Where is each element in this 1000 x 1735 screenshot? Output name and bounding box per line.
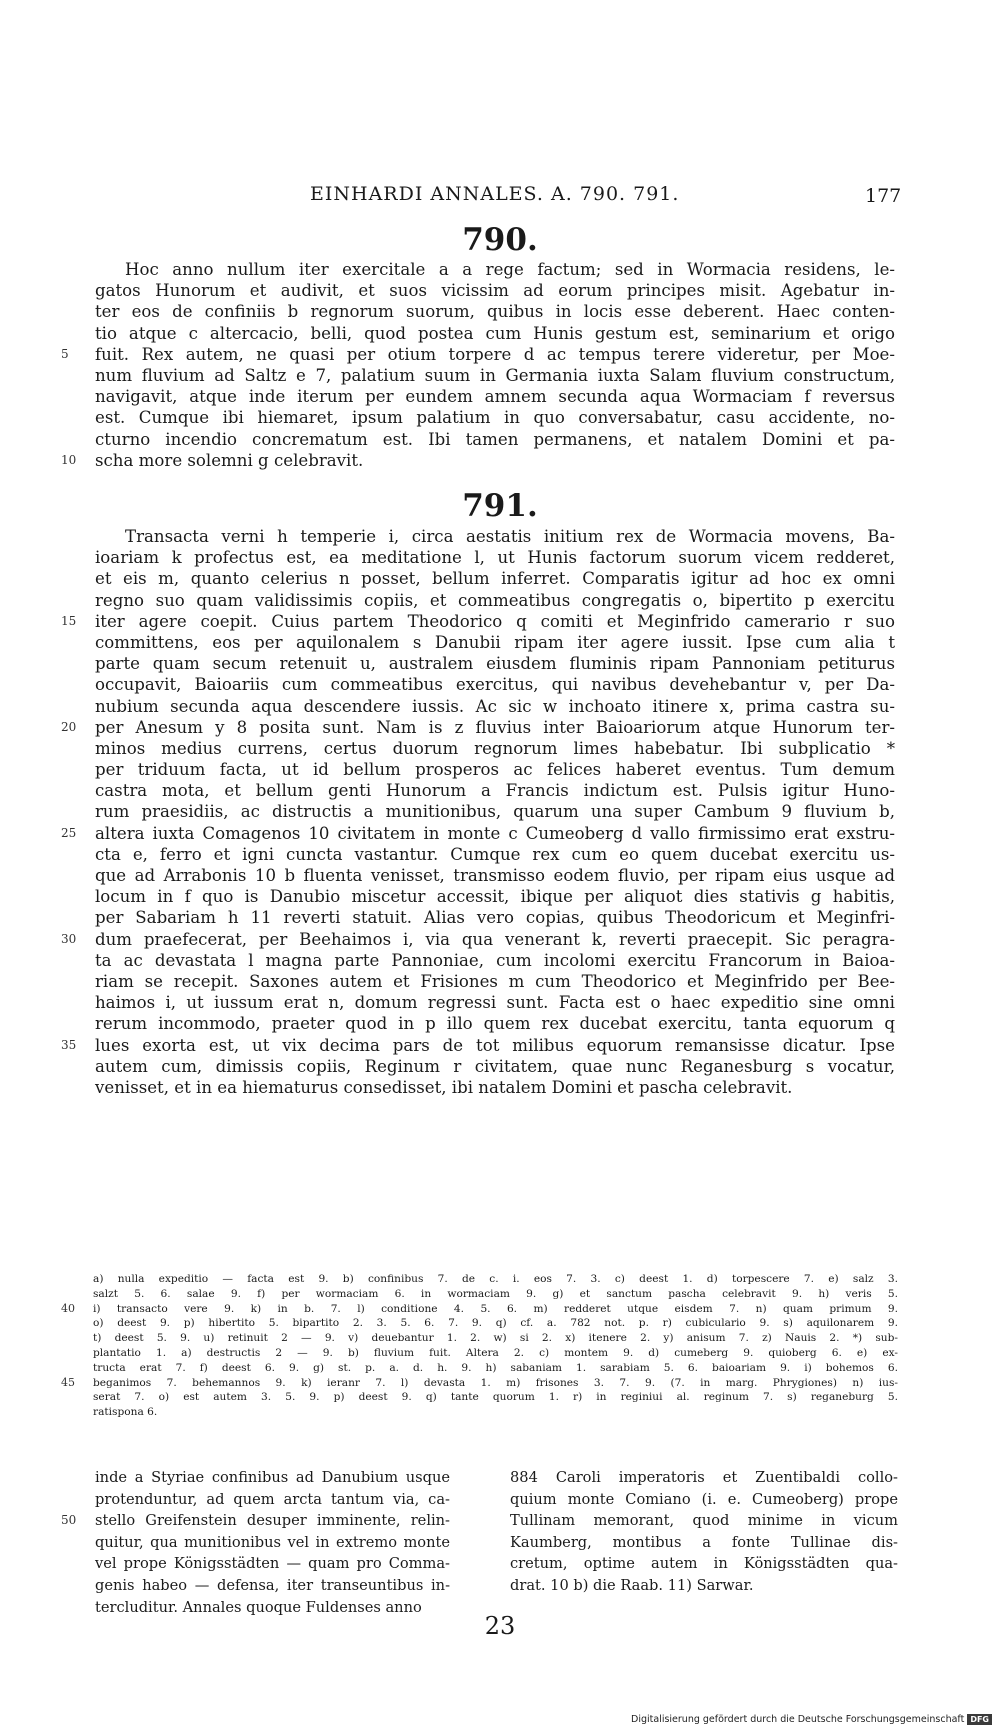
text-line <box>95 844 895 865</box>
line-text: per triduum facta, ut id bellum prosperos ac felices haberet eventus. Tum demum <box>95 760 895 780</box>
line-text: o) deest 9. p) hibertito 5. bipartito 2. 3. 5. 6. 7. 9. q) cf. a. 782 not. p. r) cubiculario 9. s) aquilonarem 9. <box>93 1317 898 1330</box>
line-text: est. Cumque ibi hiemaret, ipsum palatium in quo conversabatur, casu accidente, no- <box>95 408 895 428</box>
text-line <box>61 1301 898 1317</box>
text-line <box>95 1013 895 1034</box>
line-text: Kaumberg, montibus a fonte Tullinae dis- <box>510 1533 898 1551</box>
text-line <box>95 971 895 992</box>
line-text: fuit. Rex autem, ne quasi per otium torpere d ac tempus terere videretur, per Moe- <box>95 344 895 364</box>
line-text: lues exorta est, ut vix decima pars de tot milibus equorum remansisse dicatur. Ipse <box>95 1035 895 1055</box>
commentary-left-column <box>61 1467 450 1618</box>
line-text: serat 7. o) est autem 3. 5. 9. p) deest 9. q) tante quorum 1. r) in reginiui al. reginum 7. s) reganeburg 5. <box>93 1391 898 1404</box>
page-number: 177 <box>865 185 902 207</box>
line-text: ta ac devastata l magna parte Pannoniae, cum incolomi exercitu Francorum in Baioa- <box>95 950 895 970</box>
line-text: protenduntur, ad quem arcta tantum via, ca- <box>95 1490 450 1508</box>
text-line <box>93 1361 898 1376</box>
line-text: tructa erat 7. f) deest 6. 9. g) st. p. a. d. h. 9. h) sabaniam 1. sarabiam 5. 6. baioariam 9. i) bohemos 6. <box>93 1361 898 1374</box>
line-text: tercluditur. Annales quoque Fuldenses anno <box>95 1598 422 1616</box>
line-text: locum in f quo is Danubio miscetur accessit, ibique per aliquot dies stativis g habitis, <box>95 887 895 907</box>
line-text: per Sabariam h 11 reverti statuit. Alias vero copias, quibus Theodoricum et Meginfri- <box>95 908 895 928</box>
line-number: 15 <box>61 613 77 628</box>
text-line <box>95 1467 450 1489</box>
line-text: haimos i, ut iussum erat n, domum regressi sunt. Facta est o haec expeditio sine omni <box>95 993 895 1013</box>
footnotes <box>61 1272 898 1420</box>
line-text: num fluvium ad Saltz e 7, palatium suum in Germania iuxta Salam fluvium constructum, <box>95 365 895 385</box>
line-text: i) transacto vere 9. k) in b. 7. l) conditione 4. 5. 6. m) redderet utque eisdem 7. n) quam primum 9. <box>93 1302 898 1315</box>
line-text: rum praesidiis, ac distructis a munitionibus, quarum una super Cambum 9 fluvium b, <box>95 802 895 822</box>
text-line <box>95 801 895 822</box>
text-line <box>95 696 895 717</box>
line-text: per Anesum y 8 posita sunt. Nam is z fluvius inter Baioariorum atque Hunorum ter- <box>95 717 895 737</box>
text-line <box>95 526 895 547</box>
text-line <box>95 865 895 886</box>
text-line <box>510 1553 898 1575</box>
line-text: cturno incendio concrematum est. Ibi tamen permanens, et natalem Domini et pa- <box>95 429 895 449</box>
text-line <box>95 429 895 450</box>
text-line <box>95 407 895 428</box>
line-text: nubium secunda aqua descendere iussis. Ac sic w inchoato itinere x, prima castra su- <box>95 696 895 716</box>
text-line <box>510 1532 898 1554</box>
line-text: venisset, et in ea hiematurus consedisset, ibi natalem Domini et pascha celebravit. <box>95 1077 793 1097</box>
text-line <box>93 1331 898 1346</box>
line-text: riam se recepit. Saxones autem et Frisiones m cum Theodorico et Meginfrido per Bee- <box>95 971 895 991</box>
text-line <box>93 1405 898 1420</box>
text-line <box>93 1272 898 1287</box>
text-line <box>93 1346 898 1361</box>
text-line <box>95 674 895 695</box>
line-text: ratispona 6. <box>93 1406 158 1419</box>
text-line <box>95 1489 450 1511</box>
text-line <box>61 1375 898 1391</box>
text-line <box>95 886 895 907</box>
text-line <box>61 450 895 471</box>
line-text: cta e, ferro et igni cuncta vastantur. Cumque rex cum eo quem ducebat exercitu us- <box>95 844 895 864</box>
line-number: 10 <box>61 452 77 467</box>
line-text: ioariam k profectus est, ea meditatione l, ut Hunis factorum suorum vicem redderet, <box>95 548 895 568</box>
line-text: dum praefecerat, per Beehaimos i, via qua venerant k, reverti praecepit. Sic peragra- <box>95 929 895 949</box>
text-line <box>510 1467 898 1489</box>
text-line <box>510 1489 898 1511</box>
text-line <box>95 653 895 674</box>
line-text: Transacta verni h temperie i, circa aestatis initium rex de Wormacia movens, Ba- <box>125 527 895 546</box>
text-line <box>95 323 895 344</box>
line-text: a) nulla expeditio — facta est 9. b) confinibus 7. de c. i. eos 7. 3. c) deest 1. d) torpescere 7. e) salz 3. <box>93 1273 898 1285</box>
text-line <box>95 1553 450 1575</box>
line-text: minos medius currens, certus duorum regnorum limes habebatur. Ibi subplicatio * <box>95 738 895 758</box>
text-line <box>93 1390 898 1405</box>
line-text: cretum, optime autem in Königsstädten qua- <box>510 1555 898 1573</box>
text-line <box>95 1532 450 1554</box>
text-line <box>95 780 895 801</box>
line-text: genis habeo — defensa, iter transeuntibus in- <box>95 1576 450 1594</box>
entry-791-text <box>61 526 895 1098</box>
text-line <box>95 568 895 589</box>
text-line <box>61 344 895 365</box>
line-number: 35 <box>61 1037 77 1052</box>
line-text: plantatio 1. a) destructis 2 — 9. b) fluvium fuit. Altera 2. c) montem 9. d) cumeberg 9. quioberg 6. e) ex- <box>93 1346 898 1359</box>
line-text: beganimos 7. behemannos 9. k) ieranr 7. l) devasta 1. m) frisones 3. 7. 9. (7. in marg. Phrygiones) n) ius- <box>93 1376 898 1389</box>
signature-number: 23 <box>484 1612 516 1640</box>
line-text: 884 Caroli imperatoris et Zuentibaldi collo- <box>510 1469 898 1486</box>
text-line <box>95 632 895 653</box>
line-text: quium monte Comiano (i. e. Cumeoberg) prope <box>510 1490 898 1508</box>
text-line <box>61 823 895 844</box>
line-text: navigavit, atque inde iterum per eundem amnem secunda aqua Wormaciam f reversus <box>95 387 895 407</box>
line-text: iter agere coepit. Cuius partem Theodorico q comiti et Meginfrido camerario r suo <box>95 611 895 631</box>
line-text: altera iuxta Comagenos 10 civitatem in monte c Cumeoberg d vallo firmissimo erat exstru- <box>95 823 895 843</box>
text-line <box>95 738 895 759</box>
line-text: que ad Arrabonis 10 b fluenta venisset, transmisso eodem fluvio, per ripam eius usque ad <box>95 866 895 885</box>
line-text: parte quam secum retenuit u, australem eiusdem fluminis ripam Pannoniam petiturus <box>95 654 895 674</box>
line-text: Hoc anno nullum iter exercitale a a rege factum; sed in Wormacia residens, le- <box>125 260 895 279</box>
dfg-logo: DFG <box>967 1714 992 1725</box>
text-line <box>95 992 895 1013</box>
text-line <box>95 907 895 928</box>
text-line <box>95 759 895 780</box>
footer-credit: Digitalisierung gefördert durch die Deutsche Forschungsgemeinschaft <box>631 1714 965 1725</box>
line-text: inde a Styriae confinibus ad Danubium usque <box>95 1469 450 1486</box>
text-line <box>61 1035 895 1056</box>
line-text: castra mota, et bellum genti Hunorum a Francis indictum est. Pulsis igitur Huno- <box>95 781 895 801</box>
entry-790-text <box>61 259 895 471</box>
line-text: vel prope Königsstädten — quam pro Comma- <box>95 1555 450 1573</box>
line-text: et eis m, quanto celerius n posset, bellum inferret. Comparatis igitur ad hoc ex omni <box>95 569 895 589</box>
line-text: rerum incommodo, praeter quod in p illo quem rex ducebat exercitu, tanta equorum q <box>95 1014 895 1034</box>
line-text: committens, eos per aquilonalem s Danubii ripam iter agere iussit. Ipse cum alia t <box>95 632 895 652</box>
text-line <box>95 365 895 386</box>
line-number: 20 <box>61 719 77 734</box>
text-line <box>510 1575 898 1597</box>
text-line <box>61 717 895 738</box>
line-number: 50 <box>61 1513 77 1528</box>
text-line <box>510 1510 898 1532</box>
text-line <box>95 386 895 407</box>
text-line <box>61 1510 450 1532</box>
text-line <box>61 611 895 632</box>
text-line <box>95 950 895 971</box>
line-text: regno suo quam validissimis copiis, et commeatibus congregatis o, bipertito p exercitu <box>95 590 895 610</box>
text-line <box>93 1287 898 1302</box>
line-number: 45 <box>61 1375 75 1389</box>
text-line <box>95 1077 895 1098</box>
line-text: salzt 5. 6. salae 9. f) per wormaciam 6. in wormaciam 9. g) et sanctum pascha celebravit 9. h) veris 5. <box>93 1287 898 1300</box>
digitization-footer <box>631 1714 992 1725</box>
line-number: 25 <box>61 825 77 840</box>
text-line <box>95 1575 450 1597</box>
line-text: Tullinam memorant, quod minime in vicum <box>510 1512 898 1530</box>
line-text: gatos Hunorum et audivit, et suos vicissim ad eorum principes misit. Agebatur in- <box>95 281 895 301</box>
text-line <box>95 280 895 301</box>
line-text: occupavit, Baioariis cum commeatibus exercitus, qui navibus devehebantur v, per Da- <box>95 675 895 695</box>
line-number: 30 <box>61 931 77 946</box>
year-heading-790: 790. <box>462 222 538 258</box>
line-number: 5 <box>61 346 69 361</box>
commentary-right-column <box>510 1467 898 1597</box>
line-number: 40 <box>61 1301 75 1315</box>
text-line <box>95 590 895 611</box>
line-text: ter eos de confiniis b regnorum suorum, quibus in locis esse deberent. Haec conten- <box>95 302 895 322</box>
line-text: stello Greifenstein desuper imminente, relin- <box>95 1512 450 1530</box>
line-text: t) deest 5. 9. u) retinuit 2 — 9. v) deuebantur 1. 2. w) si 2. x) itenere 2. y) anisum 7. z) Nauis 2. *) sub- <box>93 1332 898 1345</box>
running-title: EINHARDI ANNALES. A. 790. 791. <box>310 183 680 205</box>
line-text: scha more solemni g celebravit. <box>95 450 364 470</box>
line-text: quitur, qua munitionibus vel in extremo monte <box>95 1533 450 1551</box>
line-text: drat. 10 b) die Raab. 11) Sarwar. <box>510 1576 754 1594</box>
text-line <box>95 1056 895 1077</box>
text-line <box>61 929 895 950</box>
text-line <box>95 301 895 322</box>
line-text: autem cum, dimissis copiis, Reginum r civitatem, quae nunc Reganesburg s vocatur, <box>95 1056 895 1076</box>
year-heading-791: 791. <box>462 488 538 524</box>
text-line <box>95 547 895 568</box>
line-text: tio atque c altercacio, belli, quod postea cum Hunis gestum est, seminarium et origo <box>95 323 895 343</box>
text-line <box>93 1316 898 1331</box>
text-line <box>95 259 895 280</box>
